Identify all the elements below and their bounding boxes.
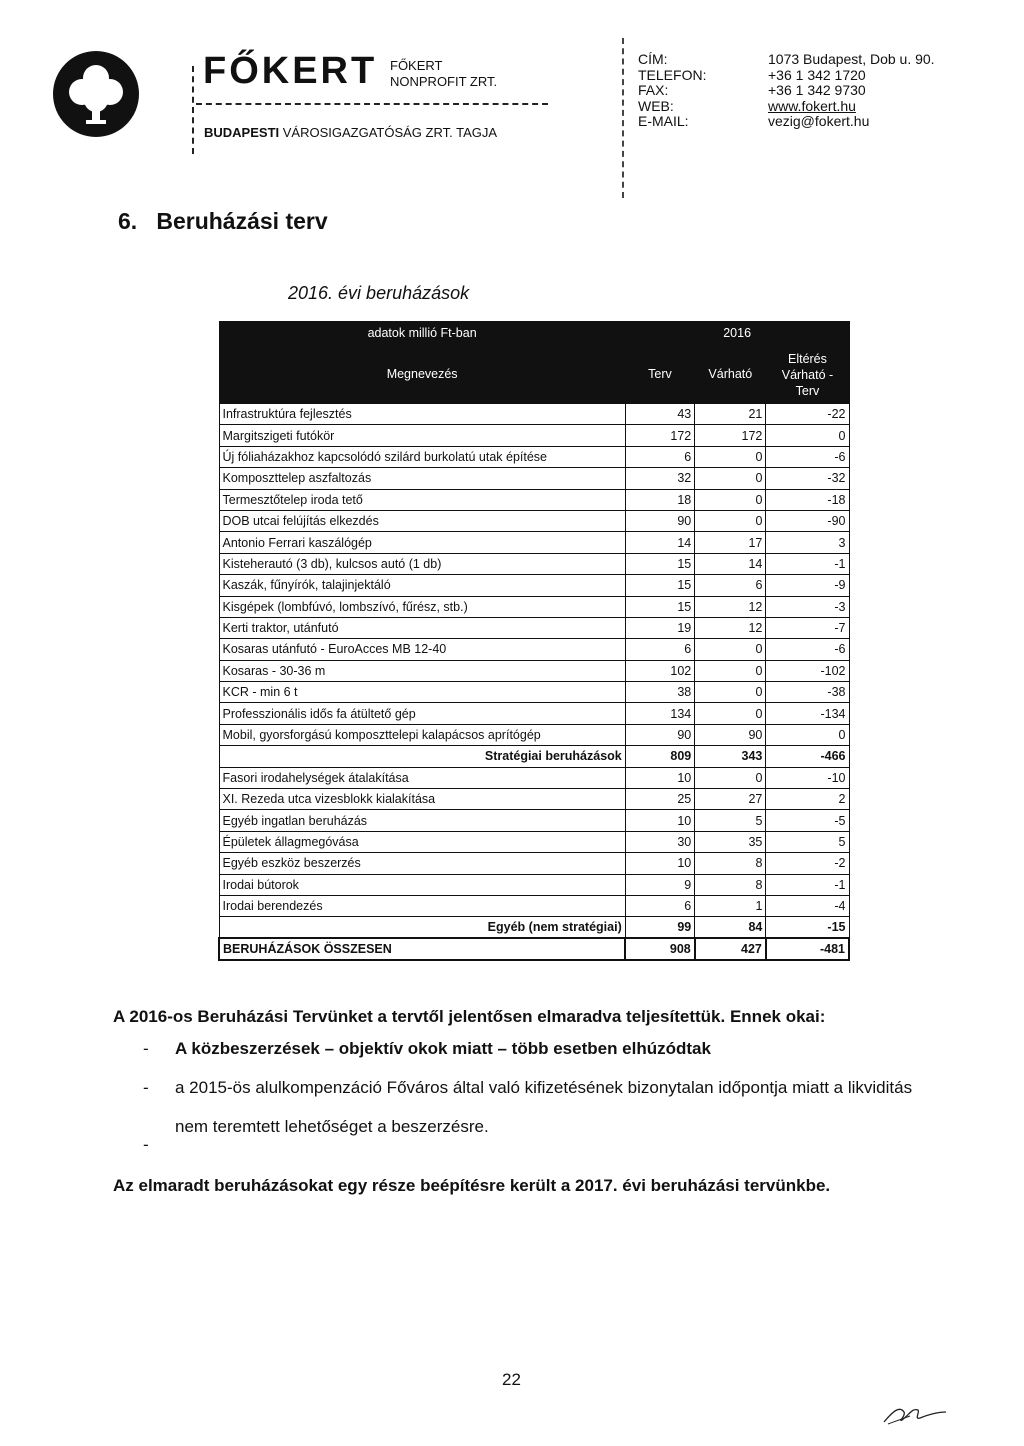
- table-row: [219, 468, 849, 489]
- reason-text-2: a 2015-ös alulkompenzáció Főváros által való kifizetésének bizonytalan időpontja miatt a likviditás nem teremtett lehetőséget a beszerzésre.: [175, 1078, 913, 1136]
- cell-expected: 0: [695, 446, 766, 467]
- cell-expected: 172: [695, 425, 766, 446]
- cell-name: Professzionális idős fa átültető gép: [219, 703, 625, 724]
- year-header: 2016: [625, 322, 849, 344]
- contact-label: WEB:: [638, 97, 674, 114]
- cell-diff: -481: [766, 938, 849, 959]
- table-row: [219, 575, 849, 596]
- cell-expected: 0: [695, 468, 766, 489]
- investment-table: [218, 321, 850, 961]
- cell-name: Egyéb ingatlan beruházás: [219, 810, 625, 831]
- contact-value: +36 1 342 1720: [768, 66, 866, 83]
- cell-plan: 134: [625, 703, 694, 724]
- cell-name: Irodai berendezés: [219, 895, 625, 916]
- page-number: 22: [502, 1370, 521, 1389]
- table-row: [219, 895, 849, 916]
- cell-plan: 15: [625, 596, 694, 617]
- cell-plan: 15: [625, 575, 694, 596]
- cell-name: Kosaras utánfutó - EuroAcces MB 12-40: [219, 639, 625, 660]
- brand-subline: [204, 125, 497, 140]
- brand-company: [390, 58, 497, 90]
- cell-plan: 14: [625, 532, 694, 553]
- table-row: [219, 874, 849, 895]
- cell-diff: -2: [766, 853, 849, 874]
- cell-diff: -5: [766, 810, 849, 831]
- cell-plan: 9: [625, 874, 694, 895]
- cell-plan: 30: [625, 831, 694, 852]
- cell-diff: -22: [766, 404, 849, 425]
- contact-row: [638, 68, 935, 84]
- cell-diff: -134: [766, 703, 849, 724]
- table-row: [219, 767, 849, 788]
- list-dash: -: [143, 1039, 149, 1058]
- cell-diff: -466: [766, 746, 849, 767]
- table-row: [219, 853, 849, 874]
- cell-diff: 3: [766, 532, 849, 553]
- col-plan-header: Terv: [625, 344, 694, 404]
- cell-expected: 14: [695, 553, 766, 574]
- table-row: [219, 938, 849, 959]
- subtotal-row: [219, 746, 849, 767]
- list-dash: -: [143, 1078, 149, 1097]
- cell-diff: -1: [766, 874, 849, 895]
- cell-expected: 0: [695, 703, 766, 724]
- brand-sub-bold: BUDAPESTI: [204, 125, 280, 140]
- cell-name: Kaszák, fűnyírók, talajinjektáló: [219, 575, 625, 596]
- cell-name: Kerti traktor, utánfutó: [219, 617, 625, 638]
- cell-expected: 35: [695, 831, 766, 852]
- reason-text-1: A közbeszerzések – objektív okok miatt – több esetben elhúzódtak: [175, 1039, 711, 1058]
- cell-diff: -32: [766, 468, 849, 489]
- cell-name: Fasori irodahelységek átalakítása: [219, 767, 625, 788]
- contact-row: [638, 52, 935, 68]
- cell-name: Infrastruktúra fejlesztés: [219, 404, 625, 425]
- table-row: [219, 724, 849, 745]
- cell-name: Irodai bútorok: [219, 874, 625, 895]
- cell-expected: 8: [695, 874, 766, 895]
- cell-plan: 99: [625, 917, 694, 938]
- brand-name: FŐKERT: [203, 50, 378, 92]
- cell-expected: 427: [695, 938, 766, 959]
- header-divider: [192, 66, 194, 154]
- section-number: 6.: [118, 208, 138, 234]
- table-row: [219, 682, 849, 703]
- cell-expected: 1: [695, 895, 766, 916]
- cell-expected: 0: [695, 660, 766, 681]
- cell-plan: 6: [625, 446, 694, 467]
- cell-diff: -6: [766, 639, 849, 660]
- cell-diff: -15: [766, 917, 849, 938]
- cell-expected: 0: [695, 510, 766, 531]
- cell-expected: 0: [695, 767, 766, 788]
- subtotal-row: [219, 917, 849, 938]
- cell-name: Kisgépek (lombfúvó, lombszívó, fűrész, stb.): [219, 596, 625, 617]
- cell-plan: 19: [625, 617, 694, 638]
- contact-value: +36 1 342 9730: [768, 82, 866, 98]
- table-row: [219, 489, 849, 510]
- contact-divider: [622, 38, 624, 198]
- web-link[interactable]: www.fokert.hu: [768, 97, 856, 114]
- cell-plan: 172: [625, 425, 694, 446]
- cell-diff: -1: [766, 553, 849, 574]
- contact-row: [638, 83, 935, 99]
- cell-name: Kosaras - 30-36 m: [219, 660, 625, 681]
- unit-header: adatok millió Ft-ban: [219, 322, 625, 344]
- cell-plan: 10: [625, 853, 694, 874]
- cell-expected: 90: [695, 724, 766, 745]
- cell-plan: 10: [625, 767, 694, 788]
- contact-block: [638, 52, 935, 130]
- cell-name: Egyéb eszköz beszerzés: [219, 853, 625, 874]
- cell-name: DOB utcai felújítás elkezdés: [219, 510, 625, 531]
- cell-name: XI. Rezeda utca vizesblokk kialakítása: [219, 789, 625, 810]
- cell-expected: 6: [695, 575, 766, 596]
- table-row: [219, 703, 849, 724]
- table-row: [219, 639, 849, 660]
- cell-plan: 15: [625, 553, 694, 574]
- cell-diff: -18: [766, 489, 849, 510]
- table-row: [219, 532, 849, 553]
- cell-name: Kisteherautó (3 db), kulcsos autó (1 db): [219, 553, 625, 574]
- cell-plan: 32: [625, 468, 694, 489]
- cell-expected: 12: [695, 596, 766, 617]
- contact-value: 1073 Budapest, Dob u. 90.: [768, 51, 935, 67]
- summary-paragraph: A 2016-os Beruházási Tervünket a tervtől jelentősen elmaradva teljesítettük. Ennek okai:: [113, 1007, 826, 1026]
- cell-expected: 343: [695, 746, 766, 767]
- cell-diff: -90: [766, 510, 849, 531]
- signature-icon: [880, 1400, 950, 1428]
- cell-expected: 0: [695, 682, 766, 703]
- cell-name: Antonio Ferrari kaszálógép: [219, 532, 625, 553]
- cell-name: Termesztőtelep iroda tető: [219, 489, 625, 510]
- contact-row: [638, 114, 935, 130]
- cell-expected: 17: [695, 532, 766, 553]
- table-subtitle: 2016. évi beruházások: [288, 283, 470, 303]
- cell-diff: -38: [766, 682, 849, 703]
- cell-diff: -6: [766, 446, 849, 467]
- closing-paragraph: Az elmaradt beruházásokat egy része beépítésre került a 2017. évi beruházási tervünkbe.: [113, 1176, 831, 1195]
- cell-name: Komposzttelep aszfaltozás: [219, 468, 625, 489]
- cell-name: Épületek állagmegóvása: [219, 831, 625, 852]
- cell-plan: 809: [625, 746, 694, 767]
- cell-plan: 90: [625, 510, 694, 531]
- col-name-header: Megnevezés: [219, 344, 625, 404]
- cell-plan: 102: [625, 660, 694, 681]
- table-row: [219, 617, 849, 638]
- table-row: [219, 660, 849, 681]
- col-expected-header: Várható: [695, 344, 766, 404]
- cell-diff: -4: [766, 895, 849, 916]
- table-row: [219, 831, 849, 852]
- cell-expected: 12: [695, 617, 766, 638]
- cell-expected: 8: [695, 853, 766, 874]
- cell-name: Egyéb (nem stratégiai): [219, 917, 625, 938]
- cell-expected: 0: [695, 639, 766, 660]
- cell-plan: 6: [625, 639, 694, 660]
- cell-name: Mobil, gyorsforgású komposzttelepi kalapácsos aprítógép: [219, 724, 625, 745]
- cell-expected: 84: [695, 917, 766, 938]
- section-title-text: Beruházási terv: [156, 208, 328, 234]
- cell-plan: 43: [625, 404, 694, 425]
- cell-expected: 5: [695, 810, 766, 831]
- cell-diff: -3: [766, 596, 849, 617]
- cell-plan: 90: [625, 724, 694, 745]
- contact-label: CÍM:: [638, 51, 668, 67]
- brand-small-line1: FŐKERT: [390, 58, 443, 73]
- cell-plan: 6: [625, 895, 694, 916]
- table-row: [219, 425, 849, 446]
- contact-label: FAX:: [638, 82, 669, 98]
- col-diff-header: Eltérés Várható - Terv: [766, 344, 849, 404]
- cell-diff: -7: [766, 617, 849, 638]
- cell-name: Stratégiai beruházások: [219, 746, 625, 767]
- cell-plan: 18: [625, 489, 694, 510]
- cell-diff: 0: [766, 425, 849, 446]
- cell-expected: 21: [695, 404, 766, 425]
- cell-name: Margitszigeti futókör: [219, 425, 625, 446]
- cell-expected: 27: [695, 789, 766, 810]
- cell-diff: -102: [766, 660, 849, 681]
- table-row: [219, 510, 849, 531]
- cell-diff: 5: [766, 831, 849, 852]
- brand-separator: [196, 103, 548, 105]
- cell-diff: -10: [766, 767, 849, 788]
- table-row: [219, 404, 849, 425]
- cell-plan: 908: [625, 938, 694, 959]
- brand-small-line2: NONPROFIT ZRT.: [390, 74, 498, 89]
- cell-diff: -9: [766, 575, 849, 596]
- cell-name: KCR - min 6 t: [219, 682, 625, 703]
- table-body: [219, 404, 849, 960]
- contact-label: E-MAIL:: [638, 113, 689, 129]
- cell-plan: 10: [625, 810, 694, 831]
- email-value[interactable]: vezig@fokert.hu: [768, 113, 870, 129]
- table-row: [219, 810, 849, 831]
- table-row: [219, 789, 849, 810]
- brand-sub-thin: VÁROSIGAZGATÓSÁG ZRT. TAGJA: [282, 125, 498, 140]
- table-row: [219, 553, 849, 574]
- contact-label: TELEFON:: [638, 66, 707, 83]
- fokert-logo-icon: [52, 50, 140, 138]
- contact-row: [638, 99, 935, 115]
- cell-name: Új fóliaházakhoz kapcsolódó szilárd burkolatú utak építése: [219, 446, 625, 467]
- cell-diff: 2: [766, 789, 849, 810]
- cell-plan: 25: [625, 789, 694, 810]
- cell-expected: 0: [695, 489, 766, 510]
- section-title: [118, 208, 328, 235]
- table-row: [219, 596, 849, 617]
- cell-name: BERUHÁZÁSOK ÖSSZESEN: [219, 938, 625, 959]
- cell-diff: 0: [766, 724, 849, 745]
- cell-plan: 38: [625, 682, 694, 703]
- table-row: [219, 446, 849, 467]
- list-dash: -: [143, 1135, 149, 1154]
